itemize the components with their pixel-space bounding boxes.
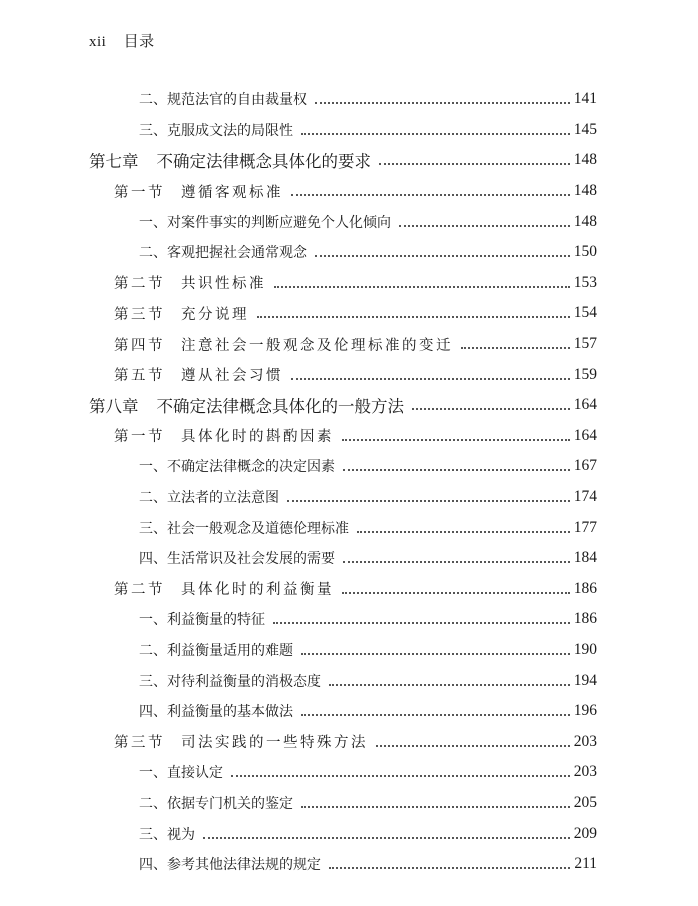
toc-entry-section[interactable] bbox=[0, 359, 597, 390]
toc-entry-prefix: 第三节 bbox=[114, 735, 165, 752]
toc-entry-title: 一、不确定法律概念的决定因素 bbox=[139, 459, 335, 476]
toc-entry-prefix: 第三节 bbox=[114, 306, 165, 323]
toc-entry-page-number: 167 bbox=[573, 457, 597, 475]
toc-entry-item[interactable] bbox=[0, 237, 597, 268]
toc-entry-label bbox=[139, 89, 311, 109]
toc-entry-section[interactable] bbox=[0, 176, 597, 207]
toc-entry-title: 充分说理 bbox=[181, 306, 249, 323]
toc-entry-title: 二、客观把握社会通常观念 bbox=[139, 245, 307, 262]
toc-entry-item[interactable] bbox=[0, 604, 597, 635]
toc-entry-title: 共识性标准 bbox=[181, 276, 266, 293]
toc-entry-section[interactable] bbox=[0, 421, 597, 452]
toc-entry-prefix: 第二节 bbox=[114, 582, 165, 599]
toc-leader-dots bbox=[379, 149, 570, 165]
toc-leader-dots bbox=[343, 547, 570, 563]
toc-entry-page-number: 153 bbox=[573, 273, 597, 291]
toc-entry-label bbox=[114, 425, 338, 446]
toc-entry-label bbox=[139, 671, 325, 691]
toc-entry-section[interactable] bbox=[0, 268, 597, 299]
toc-leader-dots bbox=[291, 364, 570, 380]
toc-leader-dots bbox=[342, 578, 570, 594]
toc-entry-item[interactable] bbox=[0, 818, 597, 849]
header-title: 目录 bbox=[123, 32, 155, 50]
toc-entry-title: 注意社会一般观念及伦理标准的变迁 bbox=[181, 337, 453, 354]
toc-entry-title: 四、利益衡量的基本做法 bbox=[139, 704, 293, 721]
toc-leader-dots bbox=[315, 241, 570, 257]
toc-entry-item[interactable] bbox=[0, 543, 597, 574]
toc-entry-page-number: 148 bbox=[573, 212, 597, 230]
toc-entry-page-number: 145 bbox=[573, 120, 597, 138]
toc-entry-title: 具体化时的斟酌因素 bbox=[181, 429, 334, 446]
toc-entry-prefix: 第二节 bbox=[114, 276, 165, 293]
toc-entry-title: 一、利益衡量的特征 bbox=[139, 612, 265, 629]
toc-entry-page-number: 186 bbox=[573, 610, 597, 628]
toc-leader-dots bbox=[301, 792, 570, 808]
toc-entry-page-number: 150 bbox=[573, 243, 597, 261]
toc-leader-dots bbox=[257, 302, 570, 318]
toc-entry-page-number: 174 bbox=[573, 488, 597, 506]
toc-entry-title: 三、克服成文法的局限性 bbox=[139, 122, 293, 139]
toc-entry-label bbox=[114, 181, 287, 202]
toc-entry-title: 遵循客观标准 bbox=[181, 184, 283, 201]
toc-leader-dots bbox=[301, 119, 570, 135]
toc-entry-label bbox=[139, 548, 339, 568]
toc-entry-prefix: 第一节 bbox=[114, 429, 165, 446]
table-of-contents bbox=[0, 84, 698, 879]
toc-entry-section[interactable] bbox=[0, 726, 597, 757]
toc-entry-page-number: 184 bbox=[573, 549, 597, 567]
toc-entry-item[interactable] bbox=[0, 665, 597, 696]
toc-entry-label bbox=[114, 334, 457, 355]
toc-entry-page-number: 211 bbox=[574, 855, 597, 873]
toc-entry-label bbox=[114, 578, 338, 599]
toc-leader-dots bbox=[301, 639, 570, 655]
toc-entry-page-number: 209 bbox=[573, 824, 597, 842]
toc-entry-item[interactable] bbox=[0, 757, 597, 788]
toc-leader-dots bbox=[461, 333, 570, 349]
toc-entry-page-number: 203 bbox=[573, 763, 597, 781]
toc-entry-item[interactable] bbox=[0, 206, 597, 237]
running-header bbox=[89, 30, 155, 51]
toc-entry-chapter[interactable] bbox=[0, 390, 597, 421]
toc-entry-page-number: 177 bbox=[573, 518, 597, 536]
toc-entry-title: 三、对待利益衡量的消极态度 bbox=[139, 673, 321, 690]
toc-leader-dots bbox=[203, 823, 570, 839]
toc-entry-label bbox=[89, 148, 375, 172]
toc-entry-prefix: 第五节 bbox=[114, 368, 165, 385]
toc-entry-item[interactable] bbox=[0, 635, 597, 666]
toc-leader-dots bbox=[329, 670, 570, 686]
toc-entry-page-number: 190 bbox=[573, 640, 597, 658]
toc-entry-label bbox=[139, 456, 339, 476]
toc-entry-title: 四、生活常识及社会发展的需要 bbox=[139, 551, 335, 568]
toc-leader-dots bbox=[301, 700, 570, 716]
toc-leader-dots bbox=[376, 731, 570, 747]
toc-entry-title: 司法实践的一些特殊方法 bbox=[181, 735, 368, 752]
toc-entry-label bbox=[114, 272, 270, 293]
toc-leader-dots bbox=[329, 853, 570, 869]
toc-entry-item[interactable] bbox=[0, 512, 597, 543]
toc-entry-page-number: 164 bbox=[573, 396, 597, 414]
toc-entry-title: 不确定法律概念具体化的一般方法 bbox=[156, 397, 404, 417]
toc-entry-title: 一、对案件事实的判断应避免个人化倾向 bbox=[139, 214, 391, 231]
toc-leader-dots bbox=[273, 608, 570, 624]
toc-entry-label bbox=[139, 854, 325, 874]
toc-entry-page-number: 194 bbox=[573, 671, 597, 689]
toc-entry-title: 一、直接认定 bbox=[139, 765, 223, 782]
toc-entry-title: 三、社会一般观念及道德伦理标准 bbox=[139, 520, 349, 537]
toc-entry-label bbox=[139, 793, 297, 813]
toc-entry-title: 二、立法者的立法意图 bbox=[139, 490, 279, 507]
toc-entry-label bbox=[89, 393, 408, 417]
toc-entry-page-number: 157 bbox=[573, 335, 597, 353]
header-page-number: xii bbox=[89, 34, 107, 50]
toc-entry-label bbox=[139, 242, 311, 262]
toc-entry-label bbox=[139, 120, 297, 140]
toc-entry-prefix: 第七章 bbox=[89, 152, 139, 172]
toc-leader-dots bbox=[287, 486, 570, 502]
toc-leader-dots bbox=[412, 394, 570, 410]
toc-entry-title: 四、参考其他法律法规的规定 bbox=[139, 857, 321, 874]
toc-entry-item[interactable] bbox=[0, 115, 597, 146]
toc-entry-page-number: 141 bbox=[573, 90, 597, 108]
toc-entry-label bbox=[114, 731, 372, 752]
toc-entry-title: 二、规范法官的自由裁量权 bbox=[139, 92, 307, 109]
toc-entry-section[interactable] bbox=[0, 298, 597, 329]
toc-leader-dots bbox=[343, 455, 570, 471]
toc-entry-prefix: 第一节 bbox=[114, 184, 165, 201]
toc-entry-title: 不确定法律概念具体化的要求 bbox=[156, 152, 371, 172]
toc-entry-title: 遵从社会习惯 bbox=[181, 368, 283, 385]
toc-entry-item[interactable] bbox=[0, 849, 597, 880]
toc-leader-dots bbox=[399, 211, 570, 227]
toc-leader-dots bbox=[315, 88, 570, 104]
toc-entry-page-number: 148 bbox=[573, 182, 597, 200]
toc-entry-label bbox=[139, 701, 297, 721]
toc-entry-item[interactable] bbox=[0, 482, 597, 513]
toc-entry-page-number: 196 bbox=[573, 702, 597, 720]
toc-entry-page-number: 159 bbox=[573, 365, 597, 383]
toc-entry-label bbox=[139, 640, 297, 660]
toc-entry-page-number: 203 bbox=[573, 732, 597, 750]
toc-entry-label bbox=[114, 364, 287, 385]
toc-entry-chapter[interactable] bbox=[0, 145, 597, 176]
toc-entry-page-number: 164 bbox=[573, 426, 597, 444]
toc-entry-label bbox=[139, 824, 199, 844]
toc-entry-label bbox=[139, 487, 283, 507]
toc-entry-page-number: 154 bbox=[573, 304, 597, 322]
toc-entry-item[interactable] bbox=[0, 451, 597, 482]
toc-leader-dots bbox=[342, 425, 570, 441]
toc-entry-label bbox=[139, 762, 227, 782]
toc-entry-page-number: 205 bbox=[573, 793, 597, 811]
toc-entry-item[interactable] bbox=[0, 84, 597, 115]
toc-entry-page-number: 186 bbox=[573, 579, 597, 597]
toc-leader-dots bbox=[357, 517, 570, 533]
toc-entry-item[interactable] bbox=[0, 696, 597, 727]
toc-entry-label bbox=[114, 303, 253, 324]
toc-entry-label bbox=[139, 212, 395, 232]
toc-entry-section[interactable] bbox=[0, 574, 597, 605]
toc-entry-prefix: 第八章 bbox=[89, 397, 139, 417]
toc-entry-title: 三、视为 bbox=[139, 826, 195, 843]
toc-entry-page-number: 148 bbox=[573, 151, 597, 169]
toc-entry-label bbox=[139, 609, 269, 629]
toc-entry-title: 具体化时的利益衡量 bbox=[181, 582, 334, 599]
toc-entry-title: 二、利益衡量适用的难题 bbox=[139, 642, 293, 659]
toc-leader-dots bbox=[231, 761, 570, 777]
toc-entry-prefix: 第四节 bbox=[114, 337, 165, 354]
toc-entry-label bbox=[139, 518, 353, 538]
toc-leader-dots bbox=[274, 272, 570, 288]
toc-entry-section[interactable] bbox=[0, 329, 597, 360]
toc-entry-title: 二、依据专门机关的鉴定 bbox=[139, 795, 293, 812]
toc-leader-dots bbox=[291, 180, 570, 196]
toc-entry-item[interactable] bbox=[0, 788, 597, 819]
